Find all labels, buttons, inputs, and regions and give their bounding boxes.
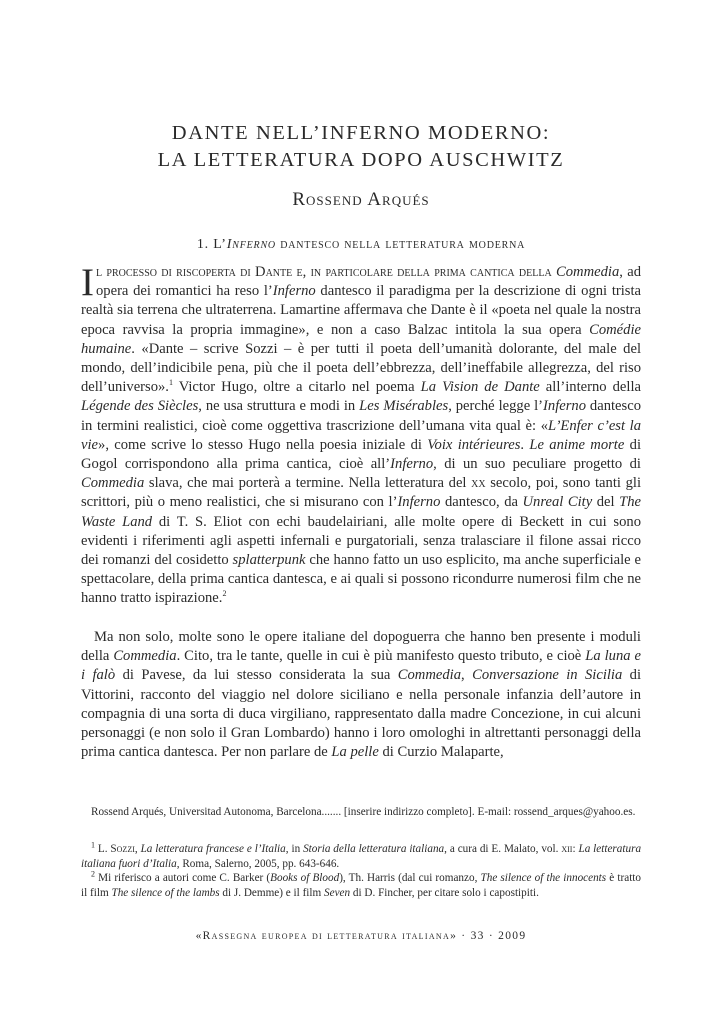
italic-title: Inferno bbox=[272, 283, 316, 300]
paragraph-1-text: secolo, poi, sono tanti gli scrittori, più o meno realistici, che si misurano con l’ bbox=[81, 475, 641, 511]
paragraph-1-text: slava, che mai porterà a termine. Nella letteratura del bbox=[144, 475, 472, 492]
paragraph-1 bbox=[81, 263, 641, 609]
italic-title: La pelle bbox=[331, 744, 379, 761]
footnote-ref-1[interactable]: 1 bbox=[168, 378, 173, 388]
footnote-1-text: , bbox=[134, 843, 141, 855]
footnote-2-mark: 2 bbox=[91, 869, 95, 879]
paragraph-1-text: di Gogol corrispondono alla prima cantica, cioè all’ bbox=[81, 436, 642, 473]
italic-title: Commedia bbox=[113, 648, 177, 665]
section-heading-italic: Inferno bbox=[226, 237, 276, 252]
paragraph-1-text: », come scrive lo stesso Hugo nella poesia iniziale di bbox=[98, 436, 428, 453]
paragraph-1-text: di T. S. Eliot con echi baudelairiani, alle molte opere di Beckett in cui sono evidenti i riferimenti agli aspetti infernali e purgatoriali, senza tralasciare il filone assai ricco dei romanzi del cosidetto bbox=[81, 513, 641, 569]
paragraph-1-text: del bbox=[592, 494, 620, 511]
paragraph-2-text: di Curzio Malaparte, bbox=[378, 744, 504, 761]
footnote-1-mark: 1 bbox=[91, 840, 95, 850]
footnote-1-title: La letteratura italiana fuori d’Italia bbox=[81, 843, 642, 870]
footnote-2-title: The silence of the lambs bbox=[111, 886, 220, 899]
footnote-1-author: L. Sozzi bbox=[97, 843, 135, 855]
footnote-2 bbox=[81, 871, 641, 900]
section-heading bbox=[0, 237, 722, 253]
italic-title: splatterpunk bbox=[232, 552, 306, 569]
italic-title: Unreal City bbox=[522, 494, 593, 511]
footnote-ref-2[interactable]: 2 bbox=[222, 589, 227, 599]
italic-title: Commedia bbox=[556, 264, 620, 280]
paragraph-1-text: . «Dante – scrive Sozzi – è per tutti il poeta dell’umanità dolorante, del male del mondo, dell’indicibile pena, più che il poeta dell’ebbrezza, dell’ineffabile allegrezza, del riso dell’universo». bbox=[81, 340, 641, 396]
footnote-2-text: di D. Fincher, per citare solo i capostipiti. bbox=[350, 886, 539, 899]
footnote-1-title: La letteratura francese e l’Italia bbox=[140, 843, 286, 855]
footnote-2-title: The silence of the innocents bbox=[480, 872, 607, 884]
paragraph-1-text: , ad opera dei romantici ha reso l’ bbox=[96, 264, 641, 300]
footnote-2-title: Seven bbox=[324, 886, 351, 899]
paragraph-2-text: Ma non solo, molte sono le opere italiane del dopoguerra che hanno ben presente i moduli della bbox=[81, 629, 641, 665]
paragraph-1-text: dantesco il paradigma per la descrizione di ogni trista realtà sia terrena che ultraterrena. Lamartine affermava che Dante è il «poeta nel quale la nostra epoca ravvisa la propria immagine», e non a caso Balzac intitola la sua opera bbox=[81, 283, 642, 338]
paragraph-1-text: l processo di riscoperta di Dante e, in particolare della prima cantica della bbox=[96, 264, 557, 280]
paragraph-1-text: dantesco, da bbox=[440, 494, 523, 511]
paragraph-1-text: all’interno della bbox=[539, 379, 641, 396]
author-affiliation-note: Rossend Arqués, Universitad Autonoma, Barcelona....... [inserire indirizzo completo]. E-mail: rossend_arques@yahoo.es. bbox=[91, 806, 636, 818]
footnote-1-text: , Roma, Salerno, 2005, pp. 643-646. bbox=[176, 857, 340, 870]
italic-title: Le anime morte bbox=[529, 436, 625, 453]
footnote-2-text: è tratto il film bbox=[81, 872, 642, 899]
footnote-2-title: Books of Blood bbox=[270, 872, 340, 884]
article-author: Rossend Arqués bbox=[292, 189, 430, 210]
paragraph-1-text: . bbox=[520, 436, 530, 453]
italic-title: Inferno bbox=[543, 398, 586, 415]
italic-title: Inferno bbox=[390, 456, 434, 473]
section-heading-rest: dantesco nella letteratura moderna bbox=[275, 237, 526, 252]
paragraph-1-text: , perché legge l’ bbox=[448, 398, 544, 415]
italic-title: Inferno bbox=[397, 494, 441, 511]
italic-title: Commedia bbox=[397, 667, 462, 684]
article-title-line-1: DANTE NELL’INFERNO MODERNO: bbox=[171, 122, 551, 144]
italic-title: The Waste Land bbox=[81, 494, 641, 530]
paragraph-2-text: , bbox=[461, 667, 473, 684]
paragraph-1-text: , di un suo peculiare progetto di bbox=[433, 456, 641, 473]
paragraph-2-text: di Vittorini, racconto del viaggio nel dolore siciliano e nella personale infanzia dell’autore in compagnia di una sorta di duca virgiliano, rappresentato dalla madre Concezione, in cui alcuni personaggi (e non solo il Gran Lombardo) hanno i loro omologhi in altrettanti personaggi della prima cantica dantesca. Per non parlare de bbox=[81, 667, 642, 761]
footnote-1-text: : bbox=[572, 843, 579, 855]
footnote-2-text: Mi riferisco a autori come C. Barker ( bbox=[95, 872, 271, 884]
footnote-2-text: di J. Demme) e il film bbox=[219, 886, 325, 899]
paragraph-1-text: che hanno fatto un uso esplicito, ma anche superficiale e spettacolare, della prima cantica dantesca, e ai quali si possono ricondurre numerosi film che ne hanno tratto ispirazione. bbox=[81, 552, 641, 607]
paragraph-2-text: . Cito, tra le tante, quelle in cui è più manifesto questo tributo, e cioè bbox=[176, 648, 586, 665]
paragraph-1-text: , ne usa struttura e modi in bbox=[198, 398, 360, 415]
running-footer: «Rassegna europea di letteratura italiana» · 33 · 2009 bbox=[195, 930, 527, 942]
section-number: 1. L’ bbox=[196, 237, 227, 252]
italic-title: Comédie humaine bbox=[81, 321, 641, 357]
italic-title: La luna e i falò bbox=[81, 648, 641, 684]
paragraph-1-text: dantesco in termini realistici, cioè come oggettiva trascrizione dell’umana vita qual è: « bbox=[81, 398, 641, 434]
footnote-2-text: ), Th. Harris (dal cui romanzo, bbox=[339, 872, 481, 884]
century-numeral: xx bbox=[471, 475, 486, 492]
italic-title: Conversazione in Sicilia bbox=[472, 667, 623, 684]
italic-title: La Vision de Dante bbox=[420, 379, 540, 396]
footnote-1-text: , in bbox=[285, 843, 304, 855]
italic-title: L’Enfer c’est la vie bbox=[81, 417, 641, 453]
italic-title: Les Misérables bbox=[359, 398, 449, 415]
footnote-1 bbox=[81, 842, 641, 871]
footnote-1-text: , a cura di E. Malato, vol. bbox=[444, 843, 562, 855]
paragraph-2 bbox=[81, 628, 641, 762]
italic-title: Légende des Siècles bbox=[81, 398, 199, 415]
drop-cap: I bbox=[81, 261, 94, 304]
footnote-1-title: Storia della letteratura italiana bbox=[303, 843, 445, 855]
paragraph-2-text: di Pavese, da lui stesso considerata la sua bbox=[115, 667, 398, 684]
italic-title: Voix intérieures bbox=[427, 436, 521, 453]
volume-numeral: xii bbox=[561, 843, 573, 855]
paragraph-1-text: Victor Hugo, oltre a citarlo nel poema bbox=[172, 379, 421, 396]
article-title-line-2: LA LETTERATURA DOPO AUSCHWITZ bbox=[157, 149, 565, 171]
italic-title: Commedia bbox=[81, 475, 145, 492]
